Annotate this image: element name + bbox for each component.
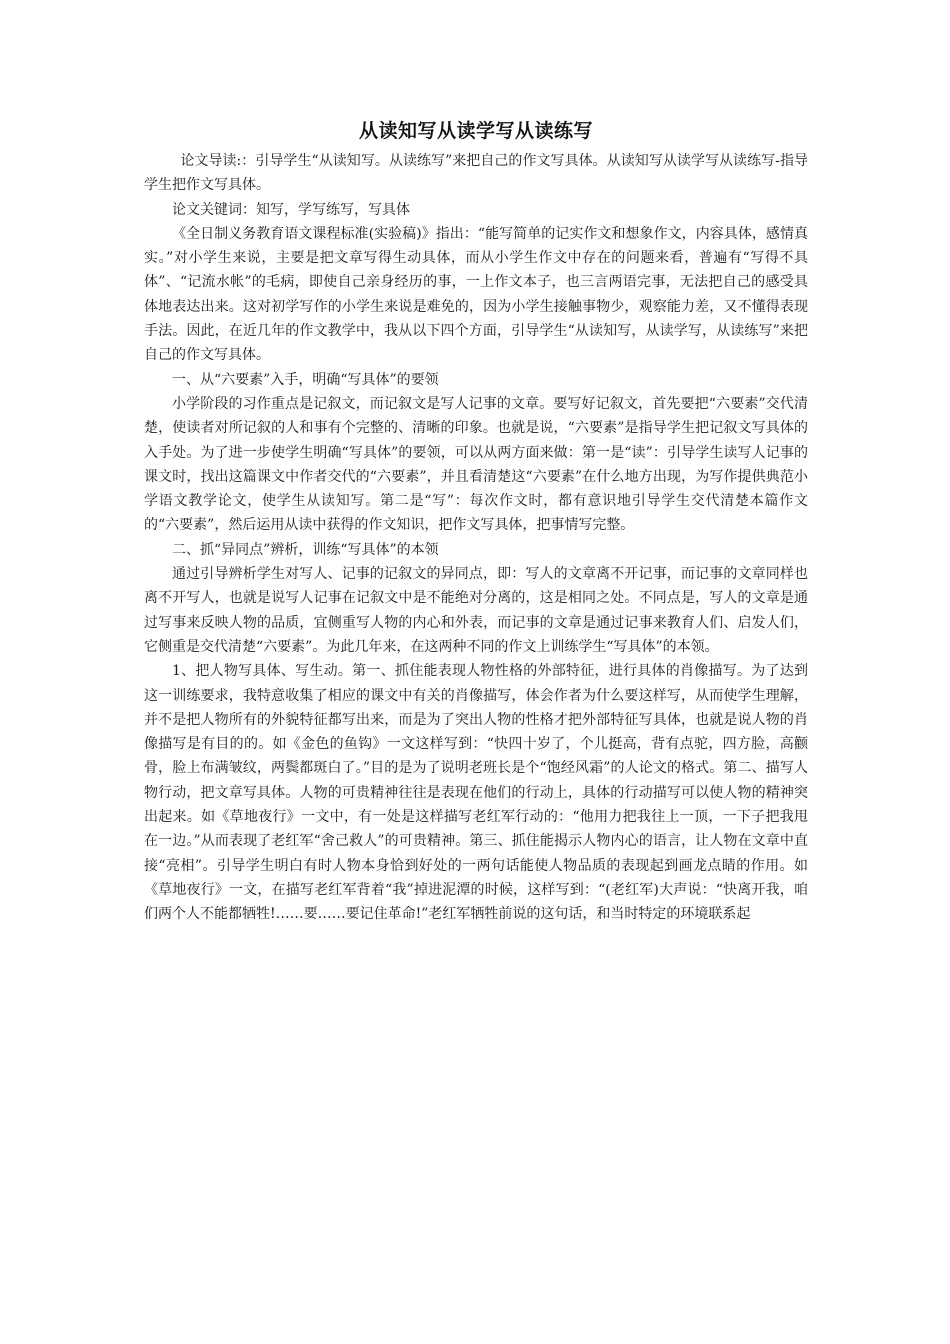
keywords-paragraph: 论文关键词：知写，学写练写，写具体 [172, 201, 410, 218]
section-heading-1: 一、从“六要素”入手，明确“写具体”的要领 [172, 371, 439, 388]
section-heading-2: 二、抓“异同点”辨析，训练“写具体”的本领 [172, 541, 439, 558]
section-1-paragraph: 小学阶段的习作重点是记叙文，而记叙文是写人记事的文章。要写好记叙文，首先要把“六要素”交代清楚，使读者对所记叙的人和事有个完整的、清晰的印象。也就是说，“六要素”是指导学生把记叙文写具体的入手处。为了进一步使学生明确“写具体”的要领，可以从两方面来做：第一是“读”：引导学生读写人记事的课文时，找出这篇课文中作者交代的“六要素”，并且看清楚这“六要素”在什么地方出现，为写作提供典范小学语文教学论文，使学生从读知写。第二是“写”：每次作文时，都有意识地引导学生交代清楚本篇作文的“六要素”，然后运用从读中获得的作文知识，把作文写具体，把事情写完整。 [144, 395, 808, 534]
document-title: 从读知写从读学写从读练写 [358, 120, 593, 142]
section-2-point-1-paragraph: 1、把人物写具体、写生动。第一、抓住能表现人物性格的外部特征，进行具体的肖像描写。为了达到这一训练要求，我特意收集了相应的课文中有关的肖像描写，体会作者为什么要这样写，从而使学生理解，并不是把人物所有的外貌特征都写出来，而是为了突出人物的性格才把外部特征写具体，也就是说人物的肖像描写是有目的的。如《金色的鱼钩》一文这样写到：“快四十岁了，个儿挺高，背有点驼，四方脸，高颧骨，脸上布满皱纹，两鬓都斑白了。”目的是为了说明老班长是个“饱经风霜”的人论文的格式。第二、描写人物行动，把文章写具体。人物的可贵精神往往是表现在他们的行动上，具体的行动描写可以使人物的精神突出起来。如《草地夜行》一文中，有一处是这样描写老红军行动的：“他用力把我往上一顶，一下子把我甩在一边。”从而表现了老红军“舍己救人”的可贵精神。第三、抓住能揭示人物内心的语言，让人物在文章中直接“亮相”。引导学生明白有时人物本身恰到好处的一两句话能使人物品质的表现起到画龙点睛的作用。如《草地夜行》一文，在描写老红军背着“我”掉进泥潭的时候，这样写到：“(老红军)大声说：“快离开我，咱们两个人不能都牺牲!……要……要记住革命!”老红军牺牲前说的这句话，和当时特定的环境联系起 [144, 663, 808, 923]
intro-paragraph: 《全日制义务教育语文课程标准(实验稿)》指出：“能写简单的记实作文和想象作文，内容具体，感情真实。”对小学生来说，主要是把文章写得生动具体，而从小学生作文中存在的问题来看，普遍有“写得不具体”、“记流水帐”的毛病，即使自己亲身经历的事，一上作文本子，也三言两语完事，无法把自己的感受具体地表达出来。这对初学写作的小学生来说是难免的，因为小学生接触事物少，观察能力差，又不懂得表现手法。因此，在近几年的作文教学中，我从以下四个方面，引导学生“从读知写，从读学写，从读练写”来把自己的作文写具体。 [144, 225, 808, 364]
abstract-paragraph: 论文导读:：引导学生“从读知写。从读练写”来把自己的作文写具体。从读知写从读学写从读练写-指导学生把作文写具体。 [144, 153, 808, 194]
document-body [144, 116, 808, 927]
section-2-paragraph: 通过引导辨析学生对写人、记事的记叙文的异同点，即：写人的文章离不开记事，而记事的文章同样也离不开写人，也就是说写人记事在记叙文中是不能绝对分离的，这是相同之处。不同点是，写人的文章是通过写事来反映人物的品质，宜侧重写人物的内心和外表，而记事的文章是通过记事来教育人们、启发人们，它侧重是交代清楚“六要素”。为此几年来，在这两种不同的作文上训练学生“写具体”的本领。 [144, 566, 808, 655]
